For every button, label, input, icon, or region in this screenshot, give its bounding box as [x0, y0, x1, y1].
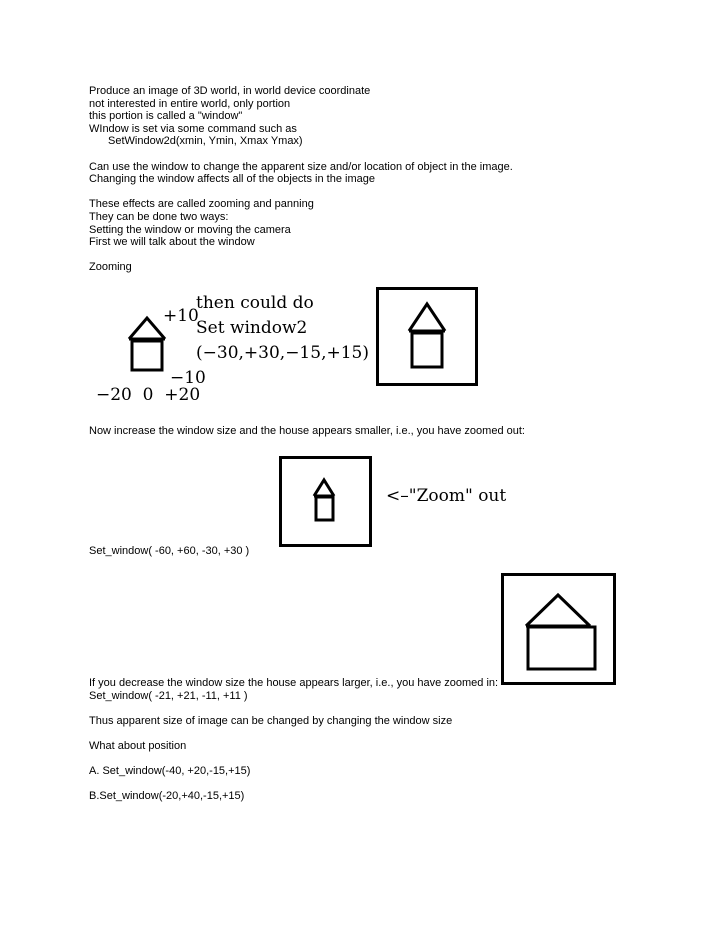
- zoom-out-command: Set_window( -60, +60, -30, +30 ): [89, 545, 250, 557]
- window-frame: [281, 458, 371, 546]
- house-roof: [409, 304, 445, 331]
- house-roof: [526, 595, 590, 626]
- effects-line-1: These effects are called zooming and panning: [89, 198, 314, 211]
- window-view-1: [376, 287, 478, 386]
- position-question: What about position: [89, 740, 187, 752]
- zoom-in-command: Set_window( -21, +21, -11, +11 ): [89, 689, 248, 702]
- axis-label-bottom: −10: [170, 368, 206, 388]
- intro-line-2: not interested in entire world, only portion: [89, 97, 291, 110]
- intro-line-1: Produce an image of 3D world, in world device coordinate: [89, 85, 371, 97]
- effects-line-3: Setting the window or moving the camera: [89, 223, 291, 236]
- effects-line-2: They can be done two ways:: [89, 211, 229, 223]
- note-line-2: Set window2: [196, 318, 308, 338]
- window-use-line-1: Can use the window to change the apparent size and/or location of object in the image.: [89, 160, 513, 173]
- axis-label-x: −20 0 +20: [96, 385, 201, 405]
- axis-label-top: +10: [163, 306, 199, 326]
- zoom-out-label: <–"Zoom" out: [386, 486, 507, 506]
- note-line-1: then could do: [196, 293, 314, 313]
- window-view-zoomed-in: [501, 573, 616, 685]
- zooming-heading: Zooming: [89, 261, 132, 274]
- intro-line-3: this portion is called a "window": [89, 110, 243, 123]
- zoom-in-text: If you decrease the window size the house appears larger, i.e., you have zoomed in:: [89, 677, 499, 689]
- option-b: B.Set_window(-20,+40,-15,+15): [89, 790, 245, 803]
- house-body: [528, 627, 595, 669]
- effects-line-4: First we will talk about the window: [89, 236, 255, 249]
- house-body: [412, 333, 442, 367]
- house-roof: [314, 480, 334, 496]
- house-body: [132, 341, 162, 370]
- option-a: A. Set_window(-40, +20,-15,+15): [89, 765, 251, 778]
- house-body: [316, 497, 333, 520]
- note-line-3: (−30,+30,−15,+15): [196, 343, 369, 363]
- zoom-out-text: Now increase the window size and the house appears smaller, i.e., you have zoomed out:: [89, 425, 525, 437]
- window-frame: [503, 575, 615, 684]
- size-summary: Thus apparent size of image can be changed by changing the window size: [89, 714, 453, 727]
- setwindow-command: SetWindow2d(xmin, Ymin, Xmax Ymax): [108, 135, 303, 148]
- window-use-line-2: Changing the window affects all of the objects in the image: [89, 173, 375, 186]
- window-view-zoomed-out: [279, 456, 372, 547]
- house-roof: [129, 318, 165, 339]
- intro-line-4: WIndow is set via some command such as: [89, 122, 297, 135]
